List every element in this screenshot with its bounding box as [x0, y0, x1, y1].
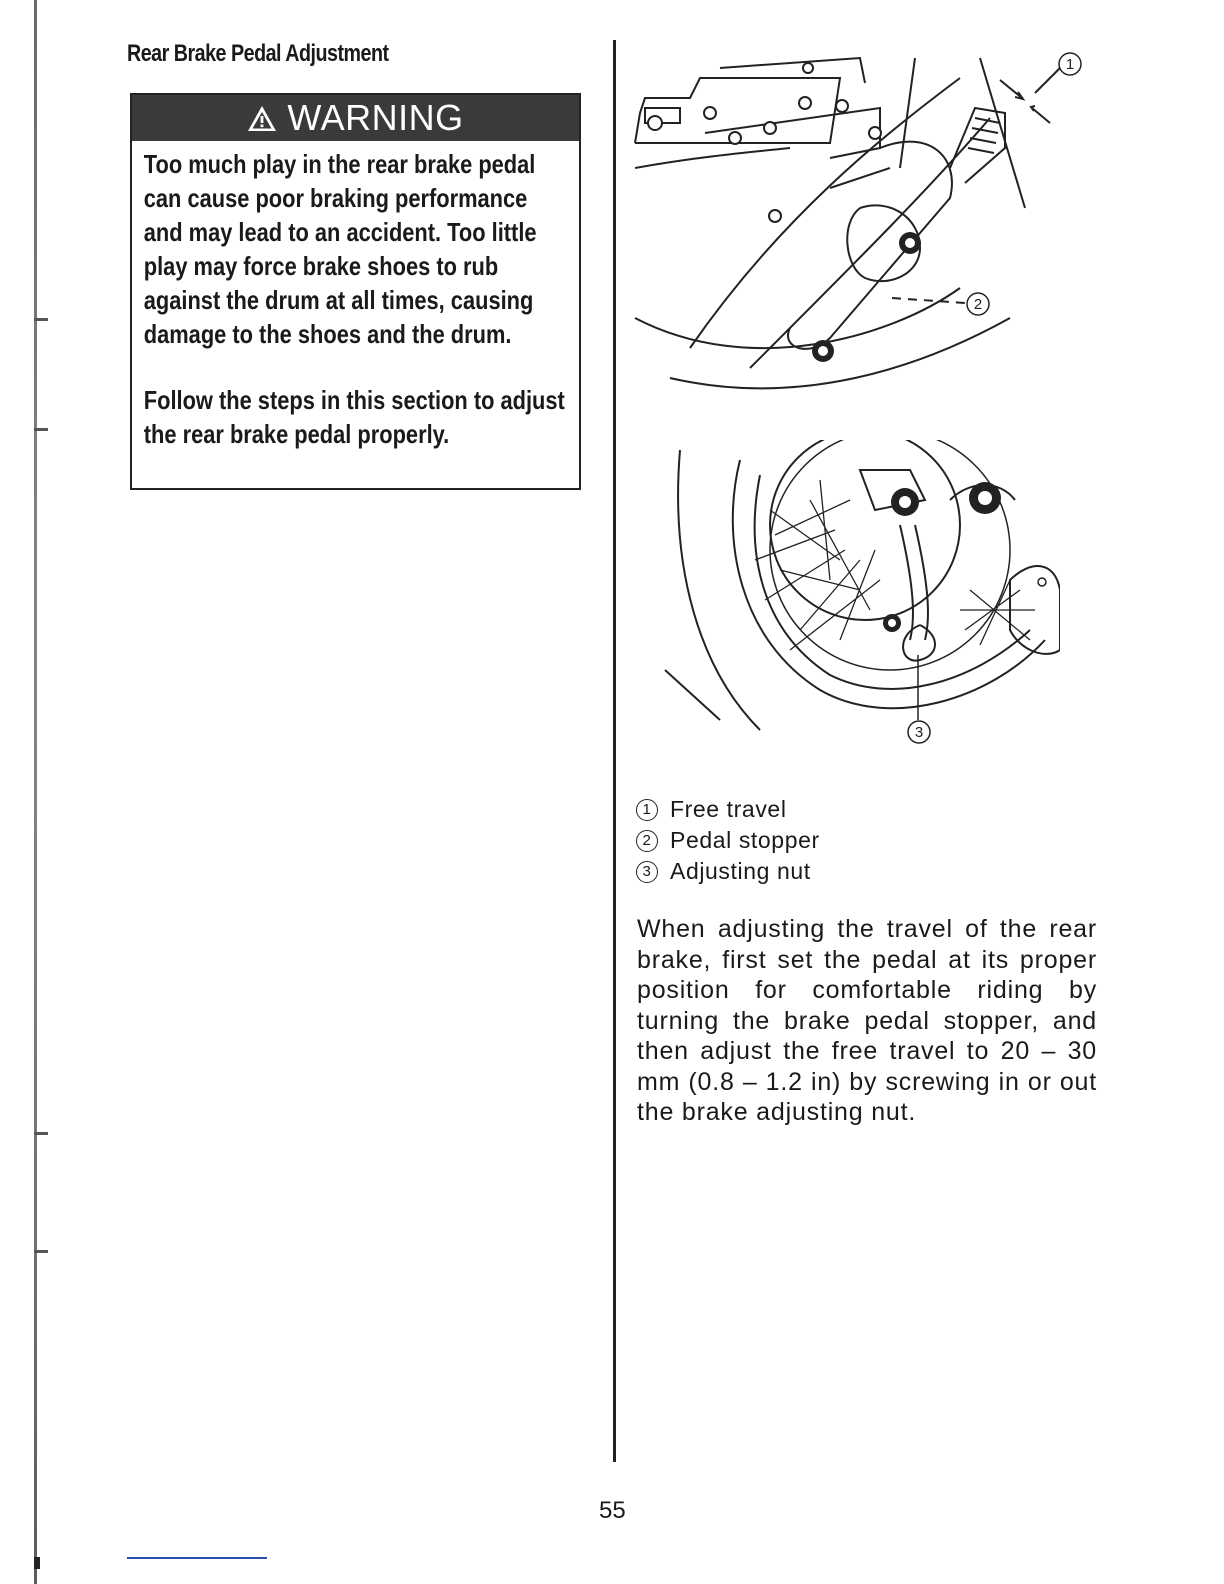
binding-edge: [34, 0, 37, 1584]
callout-1: [1059, 53, 1081, 75]
binding-mark: [34, 318, 48, 321]
legend-item: [636, 856, 820, 887]
svg-text:2: 2: [973, 296, 983, 313]
corner-mark: [34, 1557, 40, 1569]
warning-text: [132, 141, 572, 451]
legend-item: [636, 825, 820, 856]
legend-number: 2: [636, 830, 658, 852]
warning-paragraph: Too much play in the rear brake pedal can cause poor braking performance and may lead to an accident. Too little play may force brake shoes to rub against the drum at all times, causing damage to the shoes and the drum.: [143, 149, 537, 349]
warning-paragraph: Follow the steps in this section to adjust the rear brake pedal properly.: [143, 385, 565, 449]
instruction-paragraph: When adjusting the travel of the rear brake, first set the pedal at its proper position for comfortable riding by turning the brake pedal stopper, and then adjust the free travel to 20 – 30 mm (0.8 – 1.2 in) by screwing in or out the brake adjusting nut.: [637, 915, 1097, 1126]
section-title: Rear Brake Pedal Adjustment: [127, 40, 389, 67]
svg-text:3: 3: [914, 724, 924, 741]
warning-header: [132, 95, 579, 141]
rear-wheel-brake-rod-illustration: [660, 440, 1060, 750]
legend-item: [636, 794, 820, 825]
column-divider: [613, 40, 616, 1462]
legend-label: Pedal stopper: [670, 827, 820, 853]
binding-mark: [34, 1250, 48, 1253]
warning-box: [130, 93, 581, 490]
legend-number: 1: [636, 799, 658, 821]
warning-triangle-icon: [247, 105, 277, 132]
svg-text:1: 1: [1065, 56, 1075, 73]
binding-mark: [34, 428, 48, 431]
figure-legend: [636, 794, 820, 887]
legend-number: 3: [636, 861, 658, 883]
footer-rule: [127, 1557, 267, 1559]
page-number: 55: [599, 1497, 626, 1524]
callout-3: [908, 721, 930, 743]
brake-pedal-illustration: [630, 48, 1090, 393]
warning-label: WARNING: [287, 97, 464, 138]
legend-label: Adjusting nut: [670, 858, 811, 884]
legend-label: Free travel: [670, 796, 787, 822]
callout-2: [967, 293, 989, 315]
binding-mark: [34, 1132, 48, 1135]
